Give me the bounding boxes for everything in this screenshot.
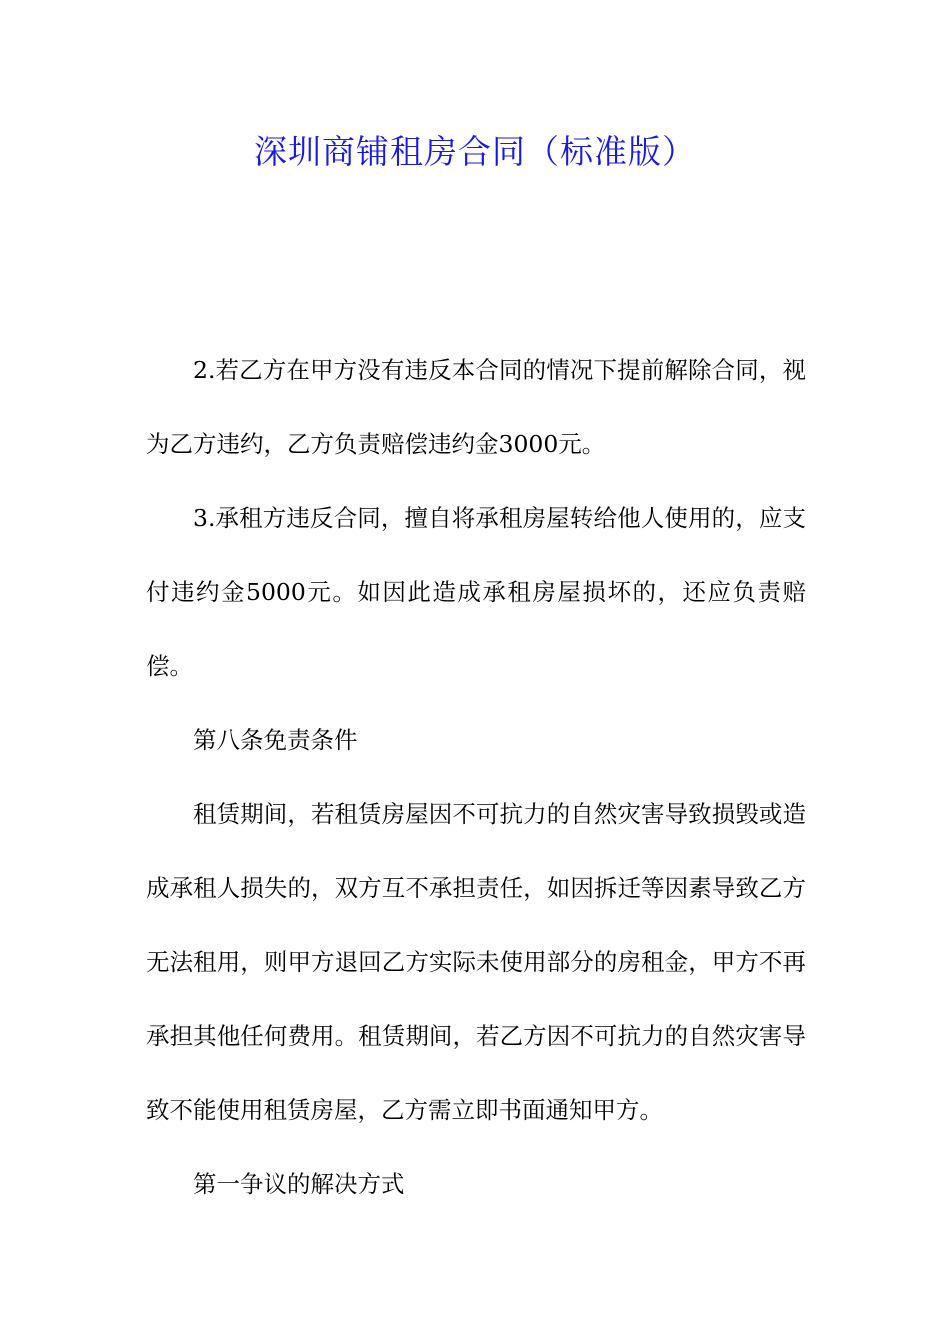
paragraph-early-termination: 2.若乙方在甲方没有违反本合同的情况下提前解除合同，视为乙方违约，乙方负责赔偿违约金3000元。 bbox=[146, 356, 806, 458]
section-heading-exemption: 第八条免责条件 bbox=[193, 726, 358, 754]
paragraph-sublet-penalty: 3.承租方违反合同，擅自将承租房屋转给他人使用的，应支付违约金5000元。如因此造成承租房屋损坏的，还应负责赔偿。 bbox=[146, 504, 806, 680]
section-heading-dispute-resolution: 第一争议的解决方式 bbox=[193, 1170, 405, 1198]
document-title: 深圳商铺租房合同（标准版） bbox=[254, 132, 696, 171]
paragraph-force-majeure: 租赁期间，若租赁房屋因不可抗力的自然灾害导致损毁或造成承租人损失的，双方互不承担责任，如因拆迁等因素导致乙方无法租用，则甲方退回乙方实际未使用部分的房租金，甲方不再承担其他任何费用。租赁期间，若乙方因不可抗力的自然灾害导致不能使用租赁房屋，乙方需立即书面通知甲方。 bbox=[146, 800, 806, 1124]
document-body bbox=[146, 333, 806, 1221]
